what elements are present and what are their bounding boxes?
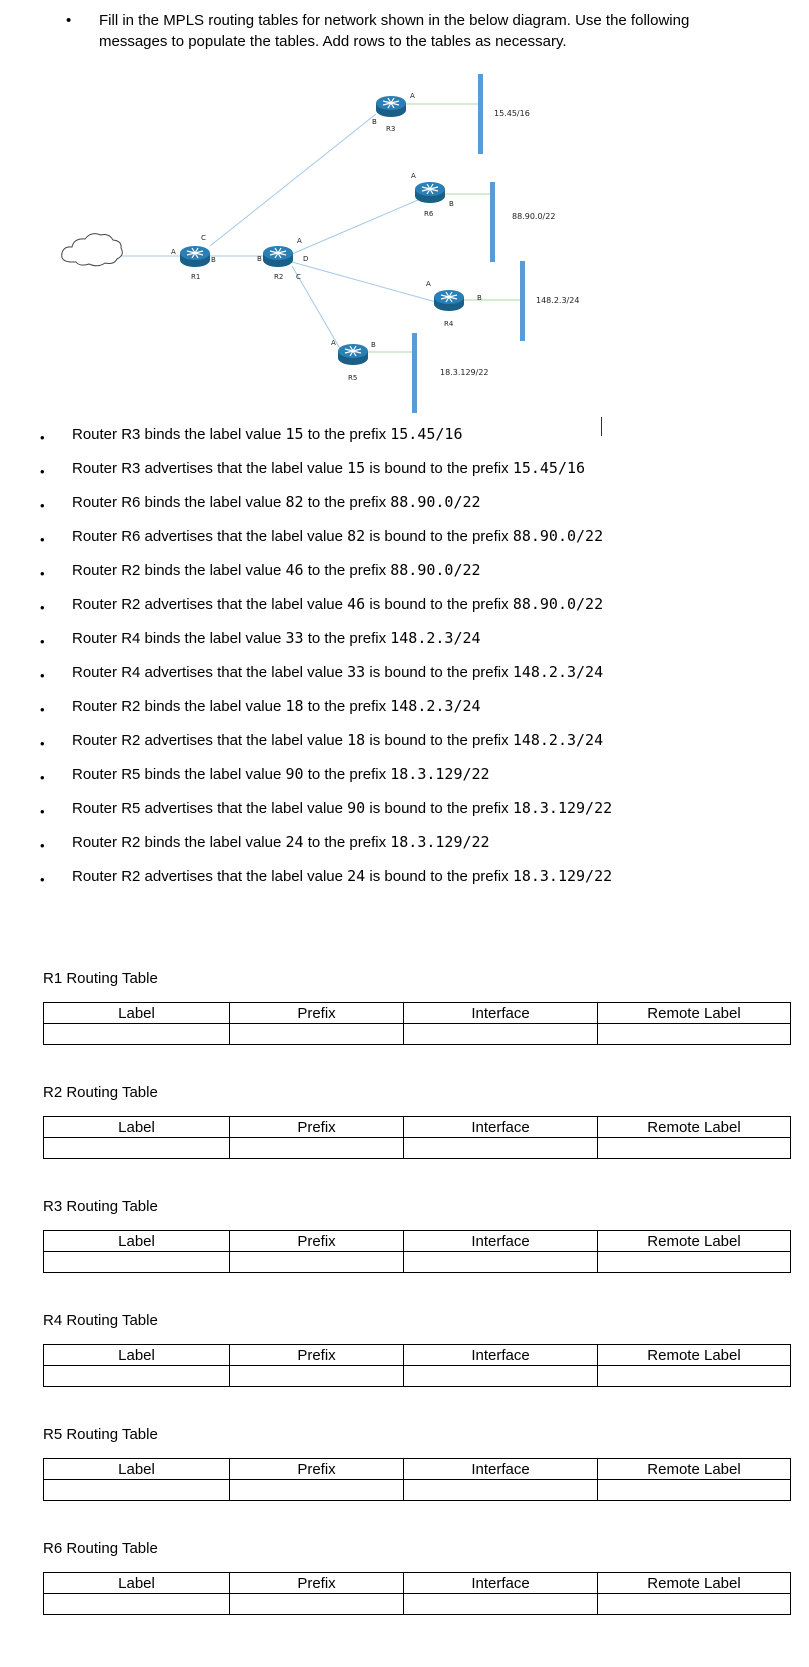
port-label: B bbox=[211, 256, 216, 264]
table-title: R6 Routing Table bbox=[43, 1540, 158, 1557]
table-cell[interactable] bbox=[598, 1024, 791, 1045]
link-r2-r6 bbox=[292, 200, 418, 254]
routing-table-r6 bbox=[43, 1572, 791, 1615]
table-title: R3 Routing Table bbox=[43, 1198, 158, 1215]
header-prefix: Prefix bbox=[230, 1231, 404, 1252]
router-icon bbox=[263, 246, 293, 267]
table-title: R1 Routing Table bbox=[43, 970, 158, 987]
header-label: Label bbox=[44, 1003, 230, 1024]
table-header-row bbox=[44, 1231, 791, 1252]
bullet-dot: • bbox=[40, 498, 45, 513]
table-cell[interactable] bbox=[404, 1480, 598, 1501]
header-remote-label: Remote Label bbox=[598, 1003, 791, 1024]
header-label: Label bbox=[44, 1345, 230, 1366]
router-icon bbox=[415, 182, 445, 203]
port-label: A bbox=[297, 237, 302, 245]
bullet-dot: • bbox=[66, 12, 72, 29]
routing-table-r2 bbox=[43, 1116, 791, 1159]
header-prefix: Prefix bbox=[230, 1345, 404, 1366]
table-cell[interactable] bbox=[230, 1024, 404, 1045]
header-interface: Interface bbox=[404, 1573, 598, 1594]
table-cell[interactable] bbox=[598, 1138, 791, 1159]
link-r2-r4 bbox=[292, 262, 436, 302]
routing-table-r1 bbox=[43, 1002, 791, 1045]
table-cell[interactable] bbox=[404, 1024, 598, 1045]
bullet-dot: • bbox=[40, 872, 45, 887]
header-remote-label: Remote Label bbox=[598, 1117, 791, 1138]
table-row bbox=[44, 1594, 791, 1615]
table-cell[interactable] bbox=[44, 1480, 230, 1501]
table-cell[interactable] bbox=[230, 1138, 404, 1159]
text-cursor bbox=[601, 417, 602, 436]
header-remote-label: Remote Label bbox=[598, 1345, 791, 1366]
table-header-row bbox=[44, 1573, 791, 1594]
header-prefix: Prefix bbox=[230, 1003, 404, 1024]
router-name: R6 bbox=[424, 210, 434, 218]
table-title: R4 Routing Table bbox=[43, 1312, 158, 1329]
header-interface: Interface bbox=[404, 1459, 598, 1480]
table-header-row bbox=[44, 1117, 791, 1138]
header-interface: Interface bbox=[404, 1003, 598, 1024]
table-cell[interactable] bbox=[44, 1366, 230, 1387]
port-label: A bbox=[171, 248, 176, 256]
header-label: Label bbox=[44, 1231, 230, 1252]
port-label: C bbox=[296, 273, 301, 281]
link-r1-r3 bbox=[210, 114, 376, 246]
table-cell[interactable] bbox=[230, 1366, 404, 1387]
routing-table-r3 bbox=[43, 1230, 791, 1273]
intro-text: Fill in the MPLS routing tables for network shown in the below diagram. Use the following messages to populate the tables. Add rows to the tables as necessary. bbox=[99, 12, 690, 50]
table-cell[interactable] bbox=[598, 1252, 791, 1273]
network-bar-r3 bbox=[478, 74, 483, 154]
router-icon bbox=[338, 344, 368, 365]
header-prefix: Prefix bbox=[230, 1117, 404, 1138]
network-bar-r4 bbox=[520, 261, 525, 341]
bullet-dot: • bbox=[40, 600, 45, 615]
bullet-dot: • bbox=[40, 634, 45, 649]
bullet-dot: • bbox=[40, 736, 45, 751]
header-label: Label bbox=[44, 1117, 230, 1138]
port-label: B bbox=[449, 200, 454, 208]
network-label: 88.90.0/22 bbox=[512, 212, 556, 221]
port-label: A bbox=[411, 172, 416, 180]
header-interface: Interface bbox=[404, 1117, 598, 1138]
bullet-dot: • bbox=[40, 532, 45, 547]
table-row bbox=[44, 1252, 791, 1273]
port-label: A bbox=[426, 280, 431, 288]
bullet-dot: • bbox=[40, 838, 45, 853]
table-cell[interactable] bbox=[404, 1138, 598, 1159]
network-diagram bbox=[0, 0, 809, 420]
bullet-dot: • bbox=[40, 702, 45, 717]
table-cell[interactable] bbox=[404, 1252, 598, 1273]
table-title: R2 Routing Table bbox=[43, 1084, 158, 1101]
bullet-dot: • bbox=[40, 566, 45, 581]
table-row bbox=[44, 1480, 791, 1501]
cloud-icon bbox=[62, 234, 123, 266]
network-bar-r6 bbox=[490, 182, 495, 262]
network-bar-r5 bbox=[412, 333, 417, 413]
bullet-dot: • bbox=[40, 804, 45, 819]
port-label: B bbox=[477, 294, 482, 302]
table-header-row bbox=[44, 1003, 791, 1024]
header-remote-label: Remote Label bbox=[598, 1231, 791, 1252]
network-label: 148.2.3/24 bbox=[536, 296, 580, 305]
header-label: Label bbox=[44, 1459, 230, 1480]
table-cell[interactable] bbox=[598, 1594, 791, 1615]
table-cell[interactable] bbox=[598, 1366, 791, 1387]
header-interface: Interface bbox=[404, 1231, 598, 1252]
router-name: R5 bbox=[348, 374, 358, 382]
table-row bbox=[44, 1366, 791, 1387]
table-cell[interactable] bbox=[404, 1366, 598, 1387]
routing-table-r4 bbox=[43, 1344, 791, 1387]
router-icon bbox=[434, 290, 464, 311]
port-label: D bbox=[303, 255, 309, 263]
table-cell[interactable] bbox=[230, 1252, 404, 1273]
table-header-row bbox=[44, 1345, 791, 1366]
table-row bbox=[44, 1024, 791, 1045]
header-prefix: Prefix bbox=[230, 1573, 404, 1594]
port-label: B bbox=[257, 255, 262, 263]
header-remote-label: Remote Label bbox=[598, 1573, 791, 1594]
router-icon bbox=[180, 246, 210, 267]
header-remote-label: Remote Label bbox=[598, 1459, 791, 1480]
table-row bbox=[44, 1138, 791, 1159]
network-label: 15.45/16 bbox=[494, 109, 530, 118]
routing-table-r5 bbox=[43, 1458, 791, 1501]
bullet-dot: • bbox=[40, 770, 45, 785]
bullet-dot: • bbox=[40, 668, 45, 683]
port-label: A bbox=[331, 339, 336, 347]
bullet-dot: • bbox=[40, 430, 45, 445]
port-label: B bbox=[372, 118, 377, 126]
table-cell[interactable] bbox=[44, 1252, 230, 1273]
network-label: 18.3.129/22 bbox=[440, 368, 489, 377]
port-label: A bbox=[410, 92, 415, 100]
header-label: Label bbox=[44, 1573, 230, 1594]
table-cell[interactable] bbox=[404, 1594, 598, 1615]
router-name: R3 bbox=[386, 125, 396, 133]
port-label: C bbox=[201, 234, 206, 242]
header-prefix: Prefix bbox=[230, 1459, 404, 1480]
port-label: B bbox=[371, 341, 376, 349]
router-name: R1 bbox=[191, 273, 201, 281]
table-cell[interactable] bbox=[598, 1480, 791, 1501]
table-cell[interactable] bbox=[44, 1594, 230, 1615]
table-cell[interactable] bbox=[44, 1024, 230, 1045]
router-icon bbox=[376, 96, 406, 117]
table-header-row bbox=[44, 1459, 791, 1480]
table-cell[interactable] bbox=[230, 1594, 404, 1615]
table-cell[interactable] bbox=[44, 1138, 230, 1159]
table-cell[interactable] bbox=[230, 1480, 404, 1501]
router-name: R2 bbox=[274, 273, 284, 281]
bullet-dot: • bbox=[40, 464, 45, 479]
header-interface: Interface bbox=[404, 1345, 598, 1366]
table-title: R5 Routing Table bbox=[43, 1426, 158, 1443]
router-name: R4 bbox=[444, 320, 454, 328]
